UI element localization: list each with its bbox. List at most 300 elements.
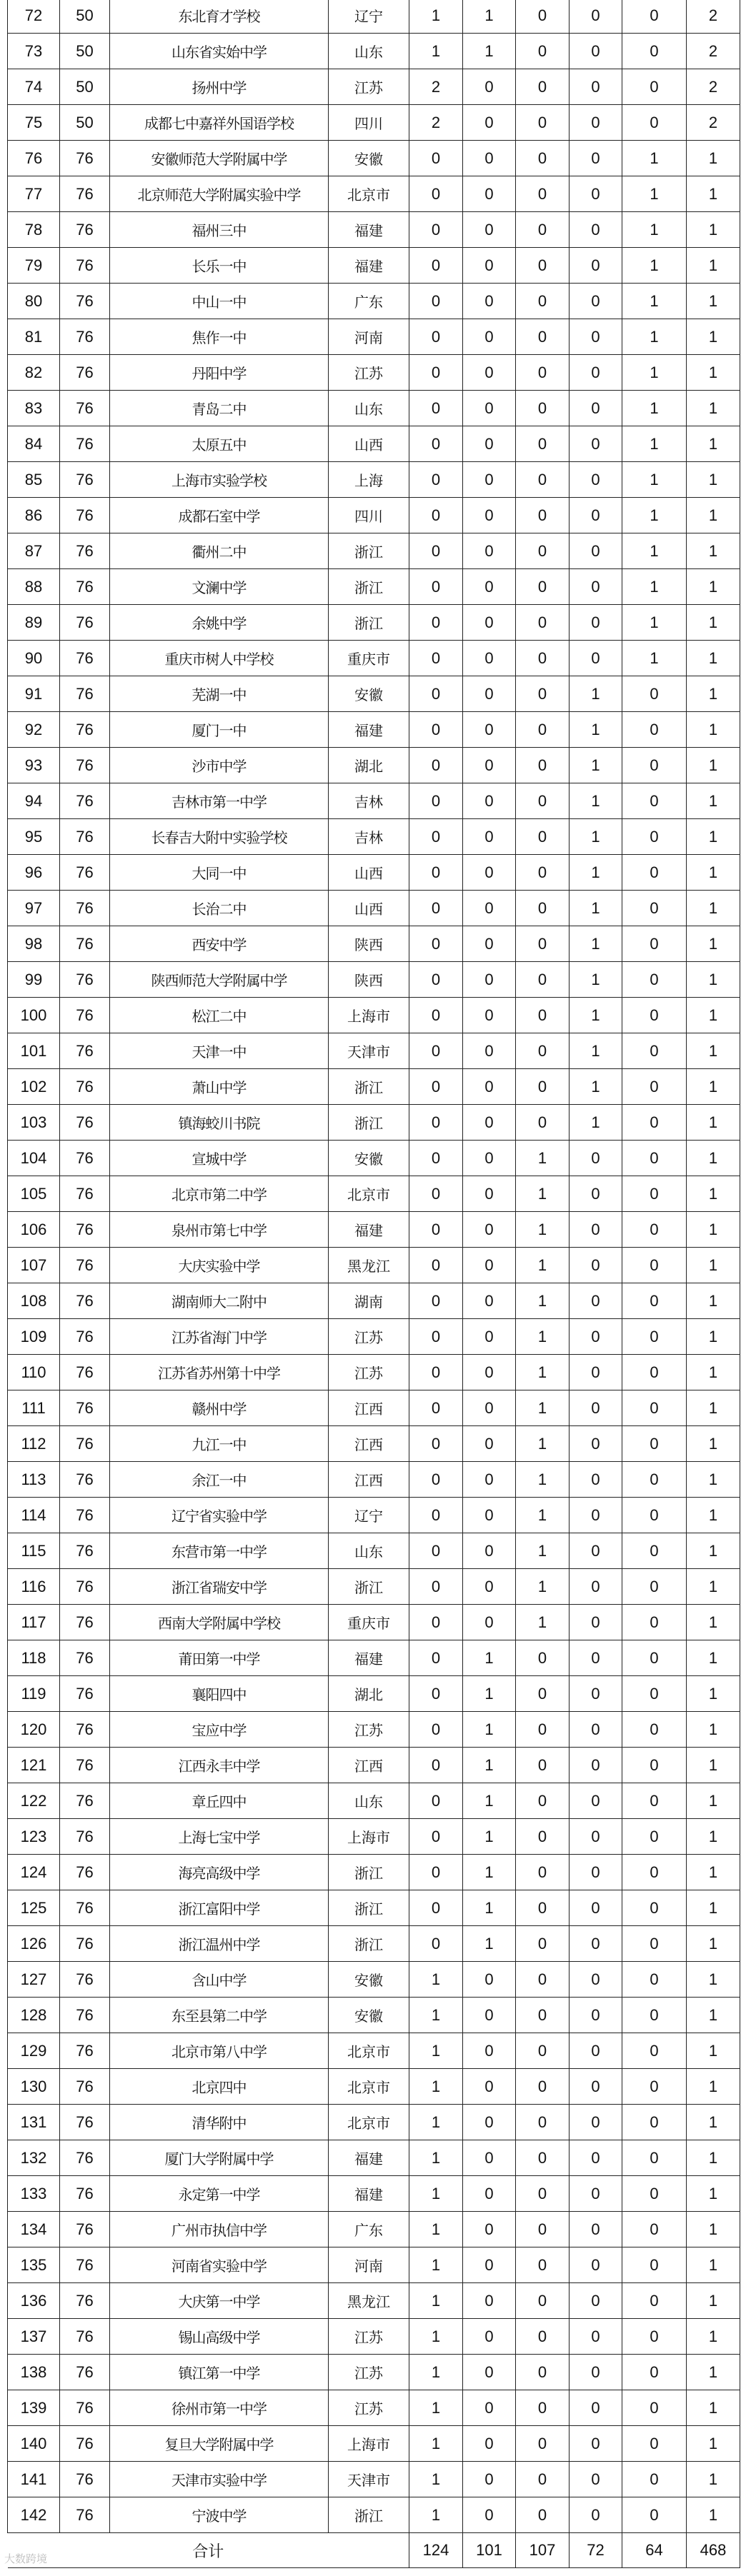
count-cell: 0 <box>622 69 687 105</box>
rank-cell: 120 <box>8 1712 60 1748</box>
count-cell: 0 <box>463 1105 516 1141</box>
row-total-cell: 1 <box>687 1783 740 1819</box>
count-cell: 0 <box>463 2462 516 2497</box>
row-total-cell: 1 <box>687 676 740 712</box>
count-cell: 0 <box>622 712 687 748</box>
rank-cell: 126 <box>8 1926 60 1962</box>
tied-rank-cell: 76 <box>60 1569 110 1605</box>
count-cell: 0 <box>463 498 516 533</box>
tied-rank-cell: 76 <box>60 2212 110 2247</box>
count-cell: 0 <box>622 2355 687 2390</box>
rank-cell: 74 <box>8 69 60 105</box>
count-cell: 0 <box>516 2069 570 2105</box>
count-cell: 0 <box>409 248 463 284</box>
count-cell: 0 <box>622 1569 687 1605</box>
row-total-cell: 1 <box>687 426 740 462</box>
table-row <box>8 141 740 176</box>
count-cell: 0 <box>409 926 463 962</box>
tied-rank-cell: 76 <box>60 641 110 676</box>
count-cell: 0 <box>463 1569 516 1605</box>
count-cell: 0 <box>463 1319 516 1355</box>
table-row <box>8 1819 740 1855</box>
count-cell: 0 <box>516 391 570 426</box>
count-cell: 0 <box>622 1141 687 1176</box>
rank-cell: 88 <box>8 569 60 605</box>
province-cell: 江苏 <box>329 355 409 391</box>
count-cell: 0 <box>622 34 687 69</box>
school-name-cell: 河南省实验中学 <box>110 2247 329 2283</box>
tied-rank-cell: 76 <box>60 1783 110 1819</box>
count-cell: 0 <box>516 2283 570 2319</box>
table-row <box>8 1498 740 1533</box>
table-row <box>8 2212 740 2247</box>
rank-cell: 90 <box>8 641 60 676</box>
tied-rank-cell: 76 <box>60 1105 110 1141</box>
count-cell: 1 <box>516 1176 570 1212</box>
row-total-cell: 1 <box>687 2497 740 2533</box>
tied-rank-cell: 76 <box>60 1141 110 1176</box>
province-cell: 浙江 <box>329 1926 409 1962</box>
school-name-cell: 文澜中学 <box>110 569 329 605</box>
row-total-cell: 1 <box>687 1676 740 1712</box>
row-total-cell: 1 <box>687 1498 740 1533</box>
count-cell: 0 <box>516 1819 570 1855</box>
count-cell: 0 <box>516 2390 570 2426</box>
count-cell: 1 <box>409 0 463 34</box>
tied-rank-cell: 76 <box>60 2283 110 2319</box>
count-cell: 1 <box>463 1712 516 1748</box>
row-total-cell: 1 <box>687 1962 740 1998</box>
count-cell: 1 <box>516 1533 570 1569</box>
count-cell: 0 <box>516 926 570 962</box>
school-name-cell: 萧山中学 <box>110 1069 329 1105</box>
province-cell: 安徽 <box>329 1998 409 2033</box>
count-cell: 0 <box>409 533 463 569</box>
count-cell: 1 <box>463 0 516 34</box>
total-row <box>8 2533 740 2568</box>
count-cell: 0 <box>516 426 570 462</box>
watermark-logo: 大数跨境 <box>4 2553 48 2565</box>
row-total-cell: 1 <box>687 248 740 284</box>
tied-rank-cell: 76 <box>60 248 110 284</box>
count-cell: 0 <box>622 1998 687 2033</box>
province-cell: 北京市 <box>329 2105 409 2140</box>
school-name-cell: 辽宁省实验中学 <box>110 1498 329 1533</box>
count-cell: 0 <box>570 1319 622 1355</box>
count-cell: 0 <box>622 926 687 962</box>
count-cell: 0 <box>570 1676 622 1712</box>
count-cell: 0 <box>516 1712 570 1748</box>
count-cell: 1 <box>570 962 622 998</box>
province-cell: 上海市 <box>329 1819 409 1855</box>
table-row <box>8 69 740 105</box>
tied-rank-cell: 76 <box>60 1712 110 1748</box>
tied-rank-cell: 76 <box>60 355 110 391</box>
tied-rank-cell: 76 <box>60 1926 110 1962</box>
count-cell: 0 <box>622 1390 687 1426</box>
count-cell: 0 <box>570 1248 622 1283</box>
count-cell: 0 <box>570 1212 622 1248</box>
count-cell: 1 <box>570 1069 622 1105</box>
rank-cell: 141 <box>8 2462 60 2497</box>
table-row <box>8 1355 740 1390</box>
province-cell: 江西 <box>329 1462 409 1498</box>
row-total-cell: 1 <box>687 2319 740 2355</box>
row-total-cell: 1 <box>687 1569 740 1605</box>
row-total-cell: 2 <box>687 69 740 105</box>
tied-rank-cell: 76 <box>60 819 110 855</box>
count-cell: 1 <box>570 891 622 926</box>
count-cell: 0 <box>570 2176 622 2212</box>
province-cell: 福建 <box>329 712 409 748</box>
tied-rank-cell: 76 <box>60 1605 110 1640</box>
tied-rank-cell: 76 <box>60 2426 110 2462</box>
table-row <box>8 2069 740 2105</box>
count-cell: 0 <box>516 498 570 533</box>
school-name-cell: 章丘四中 <box>110 1783 329 1819</box>
province-cell: 浙江 <box>329 569 409 605</box>
school-name-cell: 复旦大学附属中学 <box>110 2426 329 2462</box>
tied-rank-cell: 76 <box>60 284 110 319</box>
count-cell: 0 <box>463 676 516 712</box>
count-cell: 0 <box>516 141 570 176</box>
count-cell: 0 <box>516 1855 570 1890</box>
count-cell: 0 <box>622 2497 687 2533</box>
row-total-cell: 1 <box>687 1462 740 1498</box>
count-cell: 0 <box>409 1212 463 1248</box>
count-cell: 0 <box>409 355 463 391</box>
rank-cell: 72 <box>8 0 60 34</box>
table-row <box>8 2283 740 2319</box>
count-cell: 0 <box>622 2283 687 2319</box>
count-cell: 0 <box>570 2283 622 2319</box>
count-cell: 1 <box>463 1783 516 1819</box>
count-cell: 0 <box>463 819 516 855</box>
table-row <box>8 2105 740 2140</box>
province-cell: 浙江 <box>329 605 409 641</box>
count-cell: 1 <box>516 1569 570 1605</box>
school-name-cell: 湖南师大二附中 <box>110 1283 329 1319</box>
row-total-cell: 1 <box>687 391 740 426</box>
school-name-cell: 大庆第一中学 <box>110 2283 329 2319</box>
tied-rank-cell: 76 <box>60 2176 110 2212</box>
tied-rank-cell: 76 <box>60 533 110 569</box>
count-cell: 0 <box>409 1605 463 1640</box>
count-cell: 0 <box>463 998 516 1033</box>
province-cell: 山东 <box>329 391 409 426</box>
count-cell: 1 <box>622 176 687 212</box>
count-cell: 0 <box>409 1640 463 1676</box>
count-cell: 0 <box>463 2390 516 2426</box>
count-cell: 0 <box>463 712 516 748</box>
count-cell: 0 <box>516 355 570 391</box>
count-cell: 0 <box>409 176 463 212</box>
school-name-cell: 吉林市第一中学 <box>110 783 329 819</box>
count-cell: 0 <box>409 1283 463 1319</box>
count-cell: 0 <box>409 569 463 605</box>
table-row <box>8 712 740 748</box>
table-body <box>8 0 740 2533</box>
count-cell: 0 <box>516 1962 570 1998</box>
tied-rank-cell: 50 <box>60 69 110 105</box>
rank-cell: 129 <box>8 2033 60 2069</box>
count-cell: 0 <box>516 69 570 105</box>
rank-cell: 102 <box>8 1069 60 1105</box>
count-cell: 0 <box>516 1640 570 1676</box>
rank-cell: 119 <box>8 1676 60 1712</box>
province-cell: 山东 <box>329 1533 409 1569</box>
count-cell: 0 <box>409 1426 463 1462</box>
tied-rank-cell: 76 <box>60 2033 110 2069</box>
count-cell: 0 <box>570 248 622 284</box>
table-row <box>8 855 740 891</box>
row-total-cell: 1 <box>687 1248 740 1283</box>
school-name-cell: 长乐一中 <box>110 248 329 284</box>
count-cell: 0 <box>463 569 516 605</box>
school-name-cell: 沙市中学 <box>110 748 329 783</box>
rank-cell: 78 <box>8 212 60 248</box>
tied-rank-cell: 76 <box>60 391 110 426</box>
row-total-cell: 1 <box>687 1819 740 1855</box>
tied-rank-cell: 76 <box>60 1355 110 1390</box>
count-cell: 0 <box>570 498 622 533</box>
count-cell: 0 <box>622 2390 687 2426</box>
row-total-cell: 1 <box>687 819 740 855</box>
table-row <box>8 1890 740 1926</box>
count-cell: 1 <box>516 1283 570 1319</box>
count-cell: 0 <box>409 141 463 176</box>
count-cell: 0 <box>570 1176 622 1212</box>
rank-cell: 105 <box>8 1176 60 1212</box>
school-name-cell: 余姚中学 <box>110 605 329 641</box>
school-name-cell: 厦门大学附属中学 <box>110 2140 329 2176</box>
rank-cell: 97 <box>8 891 60 926</box>
school-name-cell: 江苏省苏州第十中学 <box>110 1355 329 1390</box>
table-row <box>8 1248 740 1283</box>
province-cell: 天津市 <box>329 1033 409 1069</box>
row-total-cell: 1 <box>687 176 740 212</box>
table-row <box>8 2247 740 2283</box>
count-cell: 0 <box>570 1355 622 1390</box>
tied-rank-cell: 76 <box>60 1855 110 1890</box>
province-cell: 河南 <box>329 319 409 355</box>
count-cell: 0 <box>409 641 463 676</box>
count-cell: 0 <box>516 1890 570 1926</box>
count-cell: 0 <box>463 176 516 212</box>
school-name-cell: 镇江第一中学 <box>110 2355 329 2390</box>
count-cell: 0 <box>516 2462 570 2497</box>
table-row <box>8 1569 740 1605</box>
count-cell: 0 <box>570 1926 622 1962</box>
table-row <box>8 0 740 34</box>
row-total-cell: 1 <box>687 2462 740 2497</box>
school-name-cell: 太原五中 <box>110 426 329 462</box>
count-cell: 0 <box>570 0 622 34</box>
row-total-cell: 1 <box>687 605 740 641</box>
rank-cell: 127 <box>8 1962 60 1998</box>
count-cell: 0 <box>409 1890 463 1926</box>
school-name-cell: 上海七宝中学 <box>110 1819 329 1855</box>
count-cell: 0 <box>516 569 570 605</box>
count-cell: 0 <box>516 998 570 1033</box>
province-cell: 重庆市 <box>329 1605 409 1640</box>
province-cell: 江西 <box>329 1390 409 1426</box>
count-cell: 1 <box>570 998 622 1033</box>
count-cell: 0 <box>463 462 516 498</box>
table-row <box>8 34 740 69</box>
province-cell: 黑龙江 <box>329 1248 409 1283</box>
count-cell: 0 <box>409 1819 463 1855</box>
count-cell: 0 <box>463 426 516 462</box>
table-row <box>8 605 740 641</box>
row-total-cell: 1 <box>687 1176 740 1212</box>
count-cell: 0 <box>463 2140 516 2176</box>
table-row <box>8 2426 740 2462</box>
rank-cell: 85 <box>8 462 60 498</box>
total-cell: 72 <box>570 2533 622 2568</box>
count-cell: 1 <box>622 462 687 498</box>
count-cell: 0 <box>516 284 570 319</box>
count-cell: 0 <box>516 962 570 998</box>
count-cell: 0 <box>409 1248 463 1283</box>
tied-rank-cell: 76 <box>60 676 110 712</box>
school-name-cell: 浙江富阳中学 <box>110 1890 329 1926</box>
school-name-cell: 芜湖一中 <box>110 676 329 712</box>
count-cell: 0 <box>516 34 570 69</box>
school-name-cell: 莆田第一中学 <box>110 1640 329 1676</box>
count-cell: 0 <box>570 1390 622 1426</box>
count-cell: 0 <box>463 605 516 641</box>
school-name-cell: 宝应中学 <box>110 1712 329 1748</box>
table-row <box>8 1605 740 1640</box>
table-row <box>8 355 740 391</box>
table-row <box>8 1712 740 1748</box>
count-cell: 1 <box>516 1355 570 1390</box>
province-cell: 浙江 <box>329 1105 409 1141</box>
row-total-cell: 1 <box>687 1319 740 1355</box>
count-cell: 0 <box>463 2283 516 2319</box>
tied-rank-cell: 76 <box>60 2105 110 2140</box>
count-cell: 0 <box>622 1212 687 1248</box>
school-name-cell: 上海市实验学校 <box>110 462 329 498</box>
count-cell: 0 <box>622 2140 687 2176</box>
province-cell: 湖南 <box>329 1283 409 1319</box>
count-cell: 1 <box>570 1033 622 1069</box>
school-name-cell: 西南大学附属中学校 <box>110 1605 329 1640</box>
count-cell: 1 <box>516 1248 570 1283</box>
count-cell: 0 <box>622 1105 687 1141</box>
count-cell: 0 <box>463 1390 516 1426</box>
school-name-cell: 北京市第八中学 <box>110 2033 329 2069</box>
province-cell: 浙江 <box>329 1569 409 1605</box>
school-name-cell: 江西永丰中学 <box>110 1748 329 1783</box>
province-cell: 广东 <box>329 284 409 319</box>
row-total-cell: 1 <box>687 783 740 819</box>
tied-rank-cell: 76 <box>60 141 110 176</box>
rank-cell: 116 <box>8 1569 60 1605</box>
province-cell: 江苏 <box>329 2390 409 2426</box>
rank-cell: 108 <box>8 1283 60 1319</box>
province-cell: 江苏 <box>329 1355 409 1390</box>
count-cell: 0 <box>463 1962 516 1998</box>
province-cell: 江苏 <box>329 1712 409 1748</box>
province-cell: 安徽 <box>329 1141 409 1176</box>
count-cell: 0 <box>516 2497 570 2533</box>
count-cell: 0 <box>409 998 463 1033</box>
table-row <box>8 426 740 462</box>
table-row <box>8 176 740 212</box>
row-total-cell: 1 <box>687 2390 740 2426</box>
school-name-cell: 北京师范大学附属实验中学 <box>110 176 329 212</box>
table-row <box>8 1926 740 1962</box>
rank-cell: 95 <box>8 819 60 855</box>
province-cell: 辽宁 <box>329 0 409 34</box>
total-cell: 468 <box>687 2533 740 2568</box>
province-cell: 福建 <box>329 248 409 284</box>
table-row <box>8 1783 740 1819</box>
count-cell: 0 <box>570 1962 622 1998</box>
count-cell: 0 <box>622 2176 687 2212</box>
tied-rank-cell: 76 <box>60 2462 110 2497</box>
row-total-cell: 2 <box>687 0 740 34</box>
count-cell: 0 <box>516 1105 570 1141</box>
tied-rank-cell: 76 <box>60 998 110 1033</box>
province-cell: 吉林 <box>329 819 409 855</box>
count-cell: 0 <box>463 1033 516 1069</box>
count-cell: 0 <box>622 1748 687 1783</box>
count-cell: 0 <box>570 1890 622 1926</box>
table-row <box>8 641 740 676</box>
count-cell: 0 <box>409 1355 463 1390</box>
tied-rank-cell: 76 <box>60 1890 110 1926</box>
count-cell: 1 <box>409 2462 463 2497</box>
count-cell: 1 <box>622 533 687 569</box>
count-cell: 0 <box>409 1462 463 1498</box>
table-row <box>8 1319 740 1355</box>
count-cell: 0 <box>570 105 622 141</box>
province-cell: 上海 <box>329 462 409 498</box>
count-cell: 1 <box>570 819 622 855</box>
count-cell: 1 <box>409 2319 463 2355</box>
tied-rank-cell: 76 <box>60 462 110 498</box>
count-cell: 1 <box>570 712 622 748</box>
tied-rank-cell: 76 <box>60 1069 110 1105</box>
school-name-cell: 北京市第二中学 <box>110 1176 329 1212</box>
table-row <box>8 676 740 712</box>
rank-cell: 75 <box>8 105 60 141</box>
school-name-cell: 赣州中学 <box>110 1390 329 1426</box>
count-cell: 0 <box>622 1319 687 1355</box>
count-cell: 0 <box>516 712 570 748</box>
count-cell: 0 <box>463 1248 516 1283</box>
count-cell: 0 <box>516 1998 570 2033</box>
count-cell: 0 <box>409 1319 463 1355</box>
count-cell: 0 <box>622 1962 687 1998</box>
rank-cell: 130 <box>8 2069 60 2105</box>
count-cell: 0 <box>516 105 570 141</box>
rank-cell: 109 <box>8 1319 60 1355</box>
count-cell: 0 <box>570 462 622 498</box>
province-cell: 山西 <box>329 891 409 926</box>
province-cell: 四川 <box>329 105 409 141</box>
row-total-cell: 1 <box>687 498 740 533</box>
count-cell: 1 <box>409 2355 463 2390</box>
count-cell: 0 <box>570 1426 622 1462</box>
table-row <box>8 1998 740 2033</box>
count-cell: 0 <box>570 212 622 248</box>
province-cell: 上海市 <box>329 998 409 1033</box>
rank-cell: 99 <box>8 962 60 998</box>
